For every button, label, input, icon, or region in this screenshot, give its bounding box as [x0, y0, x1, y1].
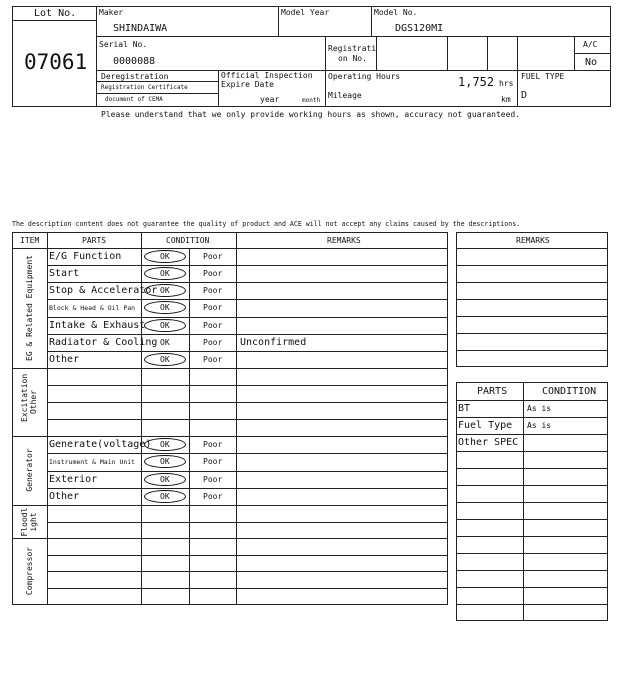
model-no-value: DGS120MI — [395, 23, 444, 34]
right-row-line — [456, 519, 608, 520]
operating-hours-value: 1,752 — [458, 75, 495, 89]
poor-option: Poor — [203, 252, 223, 261]
part-name: Intake & Exhaust — [49, 319, 146, 331]
km-label: km — [501, 95, 511, 104]
ok-option: OK — [160, 491, 170, 501]
table-row-line — [47, 334, 448, 335]
ok-option: OK — [160, 252, 170, 261]
part-name: Instrument & Main Unit — [49, 458, 136, 467]
registration-label-2: on No. — [338, 54, 367, 63]
model-no-label: Model No. — [374, 8, 418, 17]
part-name: Other — [49, 353, 80, 365]
right-row-line — [456, 536, 608, 537]
poor-option: Poor — [203, 474, 223, 484]
poor-option: Poor — [203, 491, 223, 501]
ac-label: A/C — [583, 40, 598, 49]
poor-option: Poor — [203, 269, 223, 279]
ok-option: OK — [160, 337, 170, 347]
part-name: Block & Head & Oil Pan — [49, 304, 136, 313]
part-name: Exterior — [49, 473, 98, 485]
hrs-label: hrs — [499, 79, 514, 88]
inspection-label-1: Official Inspection — [221, 71, 313, 80]
remarks-header: REMARKS — [327, 236, 361, 245]
ok-option: OK — [160, 457, 170, 467]
condition-header: CONDITION — [166, 236, 210, 245]
fuel-type-label: FUEL TYPE — [521, 72, 565, 81]
poor-option: Poor — [203, 303, 223, 313]
mileage-label: Mileage — [328, 91, 362, 100]
lot-no-label: Lot No. — [34, 8, 77, 19]
right-row-line — [456, 451, 608, 452]
table-row-line — [47, 402, 448, 403]
right-condition-value: As is — [527, 404, 552, 413]
table-row-line — [47, 471, 448, 472]
part-name: Other — [49, 490, 80, 502]
lot-no-value: 07061 — [24, 50, 88, 74]
ac-value: No — [585, 57, 598, 68]
right-part-name: Fuel Type — [458, 420, 513, 431]
right-row-line — [456, 316, 608, 317]
parts-header: PARTS — [82, 236, 107, 245]
disclaimer: The description content does not guarantee the quality of product and ACE will not accept any claims caused by the descriptions. — [12, 220, 521, 228]
ok-option: OK — [160, 354, 170, 364]
table-row-line — [47, 317, 448, 318]
poor-option: Poor — [203, 457, 223, 467]
item-floodlight: Floodlight — [20, 507, 38, 537]
table-row-line — [47, 571, 448, 572]
item-eg-related: EG & Related Equipment — [25, 255, 34, 361]
poor-option: Poor — [203, 440, 223, 449]
right-row-line — [456, 587, 608, 588]
table-row-line — [47, 588, 448, 589]
right-remarks-header: REMARKS — [516, 236, 550, 245]
year-label: year — [260, 95, 280, 104]
right-part-name: Other SPEC — [458, 437, 519, 448]
serial-no-label: Serial No. — [99, 40, 148, 49]
ok-option: OK — [160, 303, 170, 313]
table-row-line — [47, 488, 448, 489]
registration-label-1: Registrati — [328, 44, 377, 53]
right-row-line — [456, 485, 608, 486]
part-name: Generate(voltage) — [49, 439, 152, 450]
ok-option: OK — [160, 440, 170, 449]
right-row-line — [456, 468, 608, 469]
operating-hours-label: Operating Hours — [328, 72, 401, 81]
right-row-line — [456, 570, 608, 571]
poor-option: Poor — [203, 320, 223, 330]
right-row-line — [456, 366, 608, 367]
right-row-line — [456, 553, 608, 554]
right-row-line — [456, 502, 608, 503]
item-header: ITEM — [20, 236, 40, 245]
part-name: Start — [49, 268, 80, 280]
table-row-line — [47, 419, 448, 420]
ok-option: OK — [160, 474, 170, 484]
registration-certificate-label: Registration Certificate — [101, 84, 188, 91]
right-row-line — [456, 265, 608, 266]
table-row-line — [47, 282, 448, 283]
right-row-line — [456, 350, 608, 351]
poor-option: Poor — [203, 337, 223, 347]
ok-option: OK — [160, 286, 170, 296]
table-row-line — [47, 522, 448, 523]
right-row-line — [456, 604, 608, 605]
month-label: month — [302, 97, 321, 104]
maker-label: Maker — [99, 8, 124, 17]
right-row-line — [456, 333, 608, 334]
table-row-line — [47, 453, 448, 454]
right-row-line — [456, 282, 608, 283]
part-name: Stop & Accelerator — [49, 285, 158, 297]
table-row-line — [47, 555, 448, 556]
row-remark: Unconfirmed — [240, 336, 307, 348]
fuel-type-value: D — [521, 90, 528, 101]
ok-option: OK — [160, 320, 170, 330]
item-excitation-other: Excitation Other — [20, 373, 38, 422]
right-row-line — [456, 434, 608, 435]
item-generator: Generator — [25, 448, 34, 492]
part-name: E/G Function — [49, 251, 122, 262]
serial-no-value: 0000088 — [113, 56, 156, 67]
item-compressor: Compressor — [25, 546, 34, 596]
right-row-line — [456, 400, 608, 401]
ok-option: OK — [160, 269, 170, 279]
table-row-line — [47, 385, 448, 386]
right-row-line — [456, 299, 608, 300]
accuracy-notice: Please understand that we only provide working hours as shown, accuracy not guaranteed. — [101, 110, 521, 119]
right-row-line — [456, 417, 608, 418]
right-condition-header: CONDITION — [542, 386, 597, 397]
right-part-name: BT — [458, 403, 471, 414]
table-row-line — [47, 265, 448, 266]
maker-value: SHINDAIWA — [113, 23, 168, 34]
table-row-line — [47, 299, 448, 300]
right-condition-value: As is — [527, 421, 552, 430]
model-year-label: Model Year — [281, 8, 330, 17]
poor-option: Poor — [203, 354, 223, 364]
inspection-label-2: Expire Date — [221, 80, 274, 89]
part-name: Radiator & Cooling — [49, 336, 158, 348]
poor-option: Poor — [203, 286, 223, 296]
right-parts-header: PARTS — [477, 386, 508, 397]
table-row-line — [47, 351, 448, 352]
document-cema-label: document of CEMA — [105, 96, 163, 103]
deregistration-label: Deregistration — [101, 72, 169, 81]
